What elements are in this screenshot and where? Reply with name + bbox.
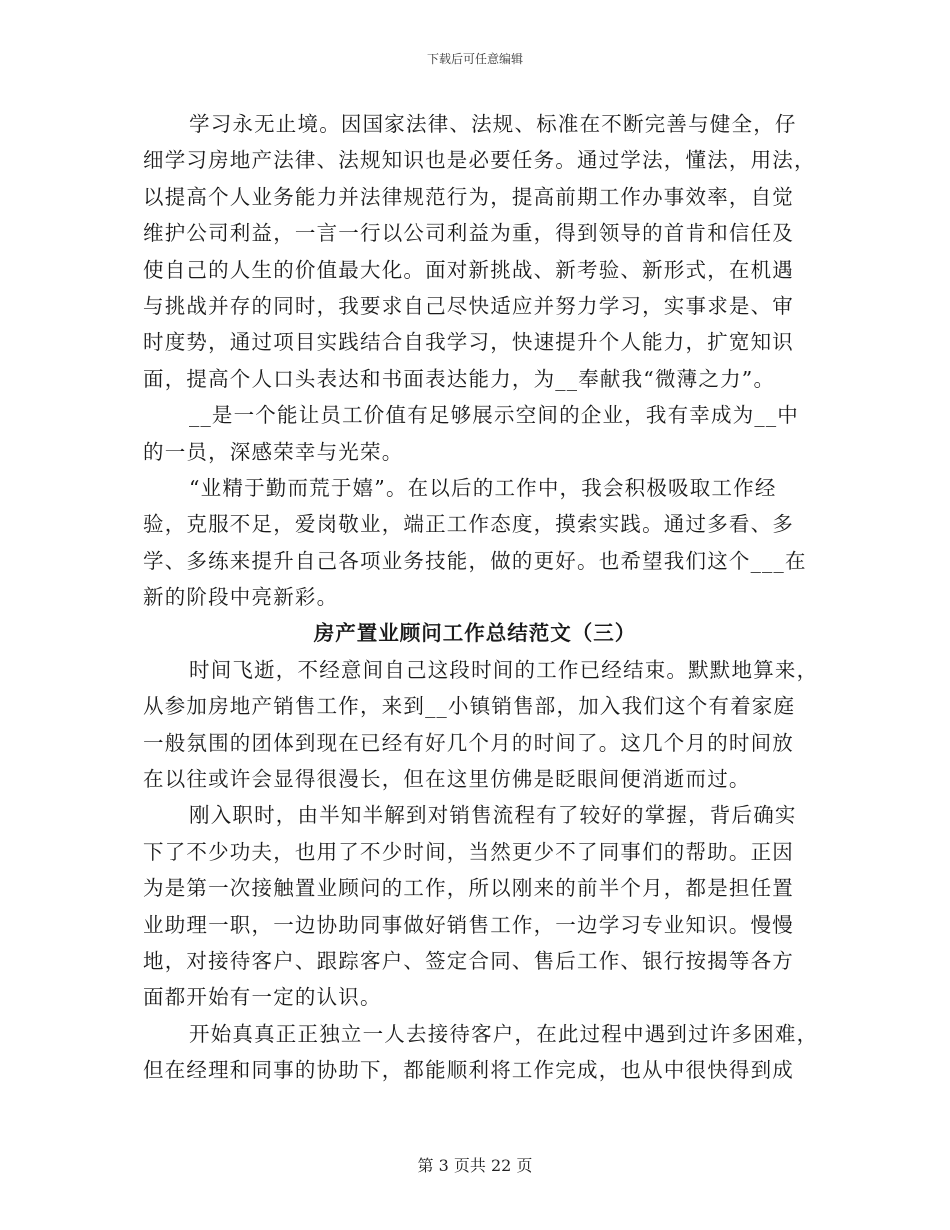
- page-header: 下载后可任意编辑: [426, 52, 523, 66]
- text-line: 时间飞逝，不经意间自己这段时间的工作已经结束。默默地算来，: [189, 657, 819, 682]
- document-body: [143, 106, 819, 1089]
- text-line: 学习永无止境。因国家法律、法规、标准在不断完善与健全，仔: [189, 112, 797, 136]
- text-line: 但在经理和同事的协助下，都能顺利将工作完成，也从中很快得到成: [143, 1058, 794, 1083]
- text-line: 验，克服不足，爱岗敬业，端正工作态度，摸索实践。通过多看、多: [143, 512, 794, 537]
- text-line: 使自己的人生的价值最大化。面对新挑战、新考验、新形式，在机遇: [143, 257, 794, 282]
- text-line: 地，对接待客户、跟踪客户、签定合同、售后工作、银行按揭等各方: [143, 948, 794, 973]
- text-line: 为是第一次接触置业顾问的工作，所以刚来的前半个月，都是担任置: [143, 876, 794, 901]
- section-title: 房产置业顾问工作总结范文（三）: [313, 621, 637, 646]
- text-line: __是一个能让员工价值有足够展示空间的企业，我有幸成为__中: [189, 403, 799, 428]
- text-line: 维护公司利益，一言一行以公司利益为重，得到领导的首肯和信任及: [143, 221, 794, 246]
- text-line: 刚入职时，由半知半解到对销售流程有了较好的掌握，背后确实: [189, 803, 797, 828]
- text-line: 面都开始有一定的认识。: [143, 985, 382, 1010]
- text-line: 从参加房地产销售工作，来到__小镇销售部，加入我们这个有着家庭: [143, 694, 796, 719]
- text-line: 下了不少功夫，也用了不少时间，当然更少不了同事们的帮助。正因: [143, 839, 794, 864]
- text-line: 面，提高个人口头表达和书面表达能力，为__奉献我“微薄之力”。: [143, 366, 776, 391]
- text-line: 以提高个人业务能力并法律规范行为，提高前期工作办事效率，自觉: [143, 184, 794, 209]
- text-line: “业精于勤而荒于嬉”。在以后的工作中，我会积极吸取工作经: [189, 475, 777, 500]
- text-line: 与挑战并存的同时，我要求自己尽快适应并努力学习，实事求是、审: [143, 293, 794, 318]
- text-line: 的一员，深感荣幸与光荣。: [143, 439, 404, 464]
- text-line: 细学习房地产法律、法规知识也是必要任务。通过学法，懂法，用法，: [143, 148, 816, 173]
- text-line: 一般氛围的团体到现在已经有好几个月的时间了。这几个月的时间放: [143, 730, 794, 755]
- text-line: 时度势，通过项目实践结合自我学习，快速提升个人能力，扩宽知识: [143, 330, 794, 355]
- text-line: 开始真真正正独立一人去接待客户，在此过程中遇到过许多困难，: [189, 1021, 819, 1046]
- text-line: 新的阶段中亮新彩。: [143, 585, 339, 610]
- text-line: 业助理一职，一边协助同事做好销售工作，一边学习专业知识。慢慢: [143, 912, 794, 937]
- page-footer: 第 3 页共 22 页: [417, 1156, 533, 1175]
- text-line: 学、多练来提升自己各项业务技能，做的更好。也希望我们这个___在: [143, 548, 807, 573]
- text-line: 在以往或许会显得很漫长，但在这里仿佛是眨眼间便消逝而过。: [143, 767, 751, 792]
